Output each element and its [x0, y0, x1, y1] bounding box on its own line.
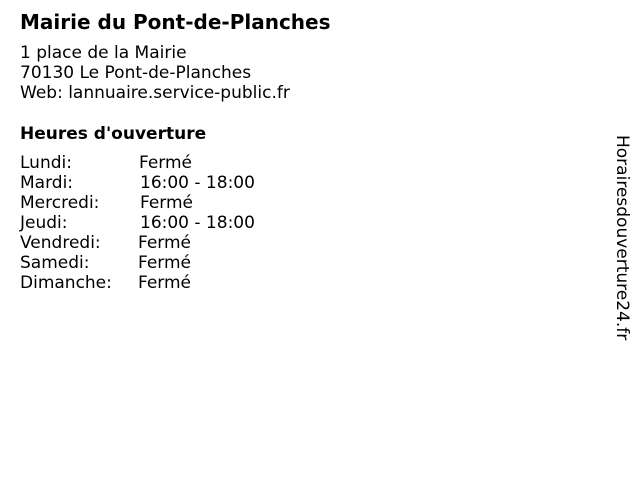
- day-label: Vendredi:: [20, 233, 101, 253]
- hours-value: Fermé: [140, 193, 194, 213]
- hours-value: Fermé: [138, 273, 192, 293]
- hours-value: Fermé: [139, 153, 193, 173]
- day-label: Jeudi:: [20, 213, 68, 233]
- address-web: Web: lannuaire.service-public.fr: [20, 83, 290, 103]
- page-title: Mairie du Pont-de-Planches: [20, 10, 331, 34]
- hours-value: Fermé: [138, 233, 192, 253]
- hours-heading: Heures d'ouverture: [20, 124, 207, 144]
- address-street: 1 place de la Mairie: [20, 43, 187, 63]
- address-city: 70130 Le Pont-de-Planches: [20, 63, 252, 83]
- day-label: Dimanche:: [20, 273, 112, 293]
- hours-value: 16:00 - 18:00: [140, 213, 255, 233]
- hours-value: Fermé: [138, 253, 192, 273]
- day-label: Lundi:: [20, 153, 72, 173]
- day-label: Samedi:: [20, 253, 90, 273]
- day-label: Mercredi:: [20, 193, 100, 213]
- hours-value: 16:00 - 18:00: [140, 173, 255, 193]
- site-watermark: Horairesdouverture24.fr: [612, 135, 632, 341]
- address-block: [20, 43, 290, 103]
- day-label: Mardi:: [20, 173, 74, 193]
